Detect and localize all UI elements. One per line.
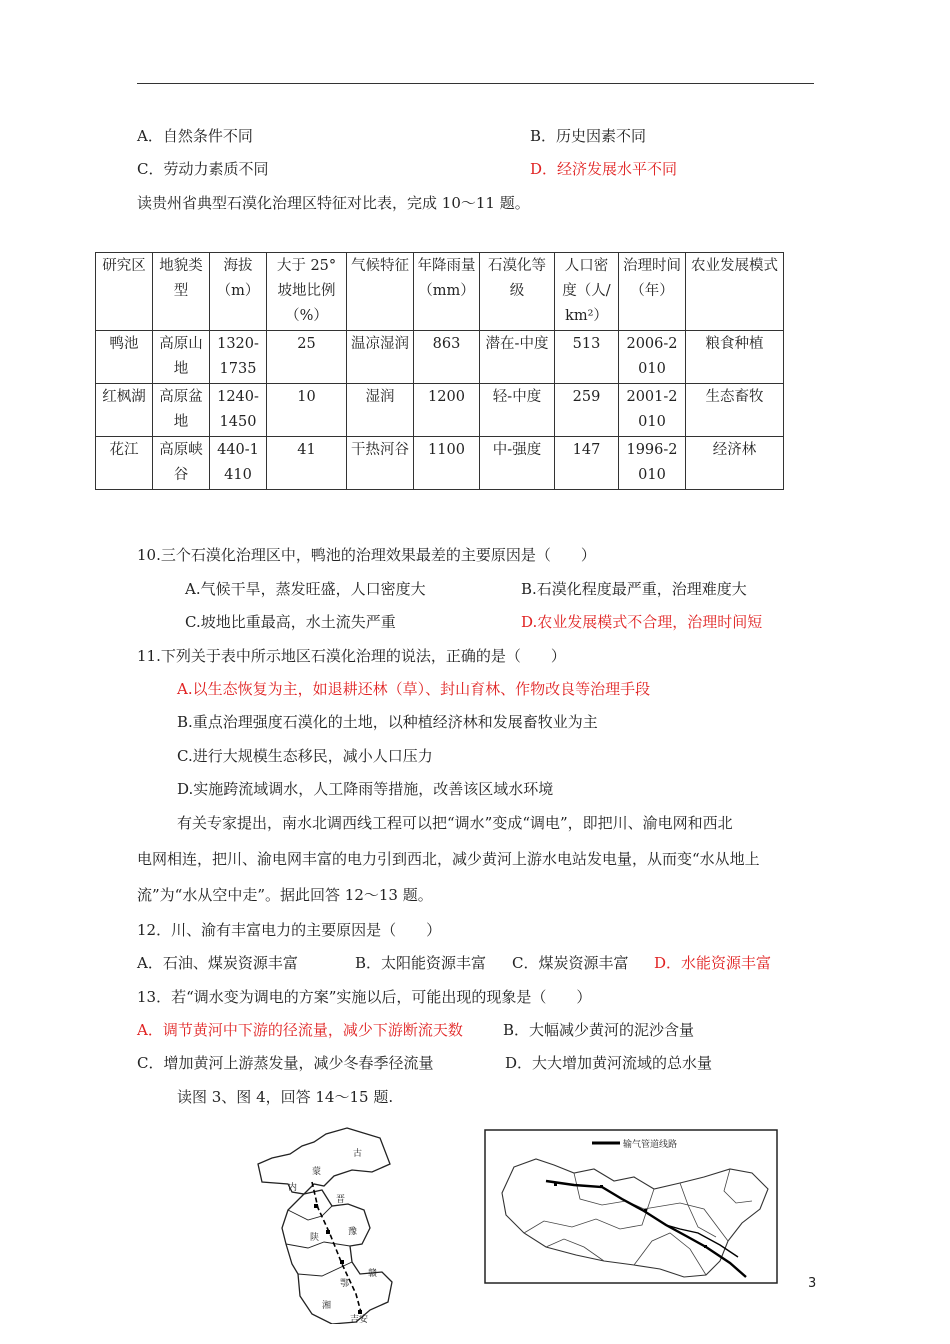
table-cell: 2001-2010 <box>619 384 686 437</box>
table-row <box>96 437 784 490</box>
q13-option-b: B．大幅减少黄河的泥沙含量 <box>503 1021 695 1039</box>
q11-option-b: B.重点治理强度石漠化的土地，以种植经济林和发展畜牧业为主 <box>177 713 598 731</box>
table-cell: 1100 <box>414 437 480 490</box>
table-cell: 轻-中度 <box>480 384 555 437</box>
intro-14-15: 读图 3、图 4，回答 14～15 题. <box>177 1088 394 1106</box>
q12-option-d-answer: D．水能资源丰富 <box>654 954 772 972</box>
q10-option-a: A.气候干旱，蒸发旺盛，人口密度大 <box>185 580 426 598</box>
table-header-cell: 治理时间（年） <box>619 253 686 331</box>
q10-option-b: B.石漠化程度最严重，治理难度大 <box>521 580 747 598</box>
table-cell: 鸭池 <box>96 331 153 384</box>
table-cell: 440-1410 <box>210 437 267 490</box>
table-header-cell: 地貌类型 <box>153 253 210 331</box>
map3-label: 内 <box>288 1183 298 1193</box>
table-cell: 干热河谷 <box>347 437 414 490</box>
header-rule <box>137 83 814 84</box>
table-cell: 259 <box>555 384 619 437</box>
table-row <box>96 384 784 437</box>
page-number: 3 <box>808 1276 817 1291</box>
q10-option-c: C.坡地比重最高，水土流失严重 <box>185 613 396 631</box>
map3-label: 豫 <box>348 1227 358 1237</box>
q9-option-b: B．历史因素不同 <box>530 127 647 145</box>
table-cell: 湿润 <box>347 384 414 437</box>
q12-option-b: B．太阳能资源丰富 <box>355 954 487 972</box>
table-cell: 513 <box>555 331 619 384</box>
q12-option-c: C．煤炭资源丰富 <box>512 954 629 972</box>
table-header-cell: 人口密度（人/km²） <box>555 253 619 331</box>
table-cell: 红枫湖 <box>96 384 153 437</box>
q11-stem: 11.下列关于表中所示地区石漠化治理的说法，正确的是（ ） <box>137 647 566 665</box>
table-header-cell: 石漠化等级 <box>480 253 555 331</box>
map3-label: 吉安 <box>350 1315 369 1324</box>
q13-option-d: D．大大增加黄河流域的总水量 <box>505 1054 713 1072</box>
table-cell: 经济林 <box>686 437 784 490</box>
table-cell: 25 <box>267 331 347 384</box>
table-cell: 10 <box>267 384 347 437</box>
map3-label: 赣 <box>368 1269 378 1279</box>
table-header-cell: 海拔（m） <box>210 253 267 331</box>
q9-option-c: C．劳动力素质不同 <box>137 160 269 178</box>
q13-option-c: C．增加黄河上游蒸发量，减少冬春季径流量 <box>137 1054 434 1072</box>
q9-option-a: A．自然条件不同 <box>137 127 253 145</box>
table-cell: 温凉湿润 <box>347 331 414 384</box>
passage-line-3: 流”为“水从空中走”。据此回答 12～13 题。 <box>137 886 433 904</box>
table-header-cell: 研究区 <box>96 253 153 331</box>
q10-stem: 10.三个石漠化治理区中，鸭池的治理效果最差的主要原因是（ ） <box>137 546 596 564</box>
table-cell: 花江 <box>96 437 153 490</box>
q11-option-c: C.进行大规模生态移民，减小人口压力 <box>177 747 433 765</box>
table-header-cell: 农业发展模式 <box>686 253 784 331</box>
table-cell: 2006-2010 <box>619 331 686 384</box>
map3-label: 湘 <box>322 1301 332 1311</box>
figure-3-map <box>252 1124 412 1324</box>
table-cell: 1996-2010 <box>619 437 686 490</box>
q13-stem: 13．若“调水变为调电的方案”实施以后，可能出现的现象是（ ） <box>137 988 592 1006</box>
table-cell: 863 <box>414 331 480 384</box>
table-header-row <box>96 253 784 331</box>
rocky-desertification-table <box>95 252 784 490</box>
passage-line-2: 电网相连，把川、渝电网丰富的电力引到西北，减少黄河上游水电站发电量，从而变“水从地上 <box>137 850 760 868</box>
table-cell: 高原山地 <box>153 331 210 384</box>
map4-legend-label: 输气管道线路 <box>623 1140 678 1150</box>
q12-stem: 12．川、渝有丰富电力的主要原因是（ ） <box>137 921 442 939</box>
table-cell: 粮食种植 <box>686 331 784 384</box>
table-cell: 中-强度 <box>480 437 555 490</box>
q11-option-a-answer: A.以生态恢复为主，如退耕还林（草）、封山育林、作物改良等治理手段 <box>177 680 651 698</box>
q11-option-d: D.实施跨流域调水，人工降雨等措施，改善该区域水环境 <box>177 780 554 798</box>
q9-option-d-answer: D．经济发展水平不同 <box>530 160 678 178</box>
map3-label: 鄂 <box>340 1279 350 1289</box>
q13-option-a-answer: A．调节黄河中下游的径流量，减少下游断流天数 <box>137 1021 463 1039</box>
q10-option-d-answer: D.农业发展模式不合理，治理时间短 <box>521 613 763 631</box>
q12-option-a: A．石油、煤炭资源丰富 <box>137 954 298 972</box>
map3-label: 古 <box>353 1149 363 1159</box>
table-cell: 1240-1450 <box>210 384 267 437</box>
map3-label: 陕 <box>310 1233 320 1243</box>
table-header-cell: 年降雨量（mm） <box>414 253 480 331</box>
intro-10-11: 读贵州省典型石漠化治理区特征对比表，完成 10～11 题。 <box>137 194 530 212</box>
table-row <box>96 331 784 384</box>
passage-line-1: 有关专家提出，南水北调西线工程可以把“调水”变成“调电”，即把川、渝电网和西北 <box>177 814 733 832</box>
table-cell: 高原盆地 <box>153 384 210 437</box>
table-cell: 高原峡谷 <box>153 437 210 490</box>
map3-label: 晋 <box>336 1195 346 1205</box>
table-cell: 生态畜牧 <box>686 384 784 437</box>
table-cell: 147 <box>555 437 619 490</box>
table-cell: 41 <box>267 437 347 490</box>
table-cell: 潜在-中度 <box>480 331 555 384</box>
table-cell: 1320-1735 <box>210 331 267 384</box>
map3-label: 蒙 <box>312 1167 322 1177</box>
table-header-cell: 气候特征 <box>347 253 414 331</box>
table-header-cell: 大于 25°坡地比例（%） <box>267 253 347 331</box>
figure-4-map <box>484 1129 778 1284</box>
table-cell: 1200 <box>414 384 480 437</box>
